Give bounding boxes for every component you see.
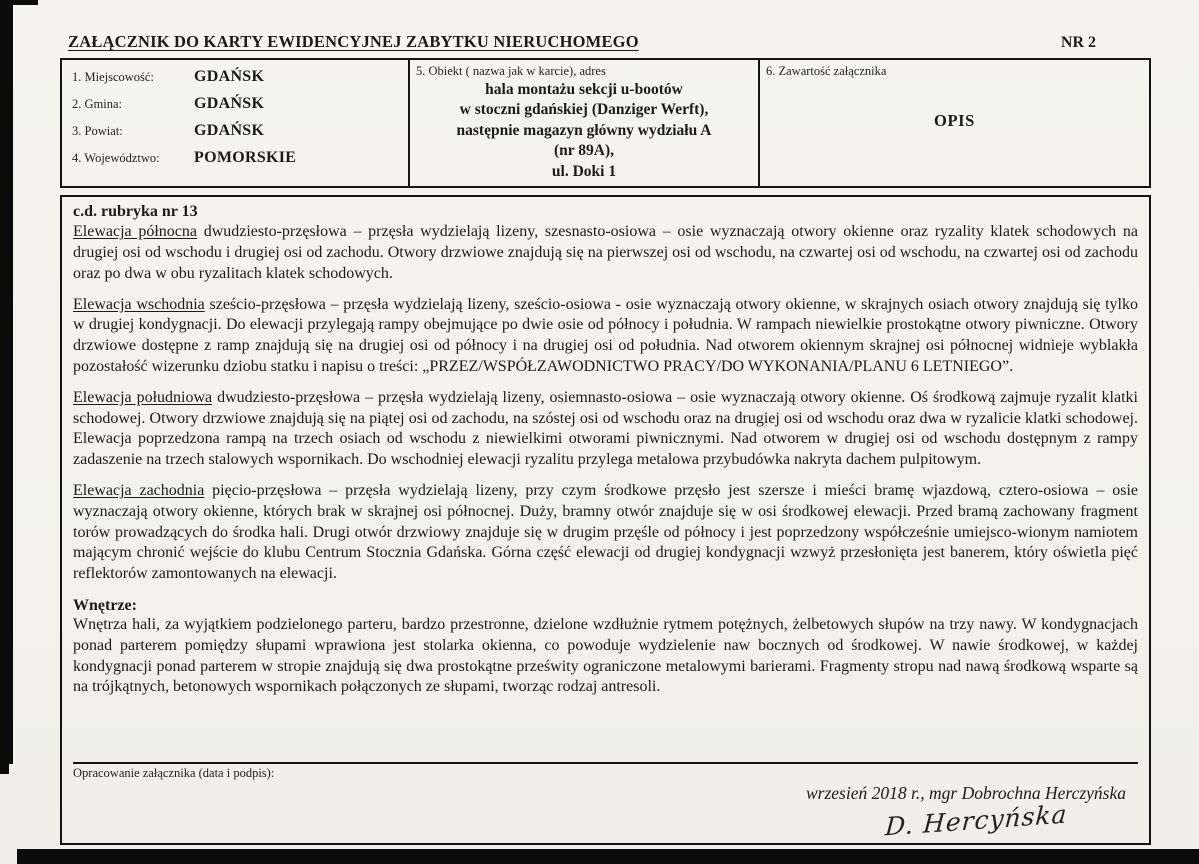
- paragraph-text-east: sześcio-przęsłowa – przęsła wydzielają lizeny, sześcio-osiowa - osie wyznaczają otwory okienne, w skrajnych osiach otwory znajdują się tylko w drugiej kondygnacji. Do elewacji przylegają rampy obejmujące po dwie osie od północy i południa. W rampach niewielkie prostokątne otwory piwniczne. Otwory drzwiowe dostępne z ramp znajdują się na drugiej osi od północy i na drugiej osi od południa. Nad otworem okiennym skrajnej osi północnej widnieje wyblakła pozostałość wizerunku dziobu statku i napisu o treści: „PRZEZ/WSPÓŁZAWODNICTWO PRACY/DO WYKONANIA/PLANU 6 LETNIEGO”.: [73, 295, 1138, 376]
- paragraph-elewacja-zachodnia: [73, 481, 1138, 585]
- paragraph-elewacja-wschodnia: [73, 295, 1138, 378]
- date-and-author: wrzesień 2018 r., mgr Dobrochna Herczyńska: [806, 783, 1126, 804]
- field-label-wojewodztwo: 4. Województwo:: [72, 151, 160, 165]
- document-header: [60, 32, 1151, 58]
- object-name-line-4: (nr 89A),: [554, 142, 614, 160]
- paragraph-interior: Wnętrza hali, za wyjątkiem podzielonego parteru, bardzo przestronne, dzielone wzdłużnie rytmem potężnych, żelbetowych słupów na trzy nawy. W kondygnacjach ponad parterem pomiędzy słupami wprawiona jest stolarka okienna, co powoduje wydzielenie naw bocznych od środkowej. W nawie środkowej, w każdej kondygnacji ponad parterem w stropie znajdują się dwa prostokątne prześwity ograniczone metalowymi barierami. Fragmenty stropu nad nawą środkową wsparte są na trójkątnych, betonowych wspornikach połączonych ze słupami, tworząc rodzaj antresoli.: [73, 616, 1138, 696]
- paragraph-text-north: dwudziesto-przęsłowa – przęsła wydzielają lizeny, szesnasto-osiowa – osie wyznaczają otwory okienne oraz ryzality klatek schodowych na drugiej osi od wschodu i drugiej osi od zachodu. Otwory drzwiowe znajdują się na pierwszej osi od wschodu, na czwartej osi od wschodu, na czwartej osi od zachodu oraz po dwa w obu ryzalitach klatek schodowych.: [73, 223, 1138, 282]
- field-wojewodztwo: [72, 149, 400, 167]
- field-value-wojewodztwo: POMORSKIE: [194, 149, 297, 166]
- field-gmina: [72, 95, 400, 113]
- paragraph-lead-east: Elewacja wschodnia: [73, 295, 205, 313]
- scan-artifact-bottom-edge: [17, 849, 1199, 864]
- field-value-gmina: GDAŃSK: [194, 95, 265, 112]
- attachment-content-label: 6. Zawartość załącznika: [766, 64, 887, 78]
- scan-artifact-left-tip: [0, 760, 9, 774]
- field-value-powiat: GDAŃSK: [194, 122, 265, 139]
- description-box: [60, 195, 1151, 845]
- paragraph-text-west: pięcio-przęsłowa – przęsła wydzielają lizeny, przy czym środkowe przęsło jest szersze i mieści bramę wjazdową, cztero-osiowa – osie wyznaczają otwory okienne, których brak w skrajnej osi północnej. Duży, bramny otwór znajduje się w osi środkowej elewacji. Przed bramą zachowany fragment torów prowadzących do środka hali. Drugi otwór drzwiowy znajduje się w drugim przęśle od północy i jest poprzedzony współcześnie umiejsco-wionym namiotem mającym chronić wejście do klubu Centrum Stocznia Gdańska. Górna część elewacji od drugiej kondygnacji wzwyż przesłonięta jest banerem, który oświetla pięć reflektorów zamontowanych na elewacji.: [73, 482, 1138, 583]
- rubric-heading: c.d. rubryka nr 13: [73, 203, 198, 221]
- footer-section: [73, 762, 1138, 841]
- field-label-miejscowosc: 1. Miejscowość:: [72, 70, 154, 84]
- scan-artifact-top-corner: [0, 0, 38, 5]
- field-label-gmina: 2. Gmina:: [72, 97, 122, 111]
- paragraph-lead-north: Elewacja północna: [73, 223, 197, 241]
- attachment-content-value: OPIS: [934, 111, 975, 130]
- field-miejscowosc: [72, 68, 400, 86]
- object-name-line-3: następnie magazyn główny wydziału A: [456, 121, 712, 139]
- scan-artifact-left-edge: [0, 0, 13, 764]
- paragraph-lead-west: Elewacja zachodnia: [73, 482, 205, 500]
- object-cell-label: 5. Obiekt ( nazwa jak w karcie), adres: [416, 64, 606, 78]
- field-label-powiat: 3. Powiat:: [72, 124, 123, 138]
- interior-heading: Wnętrze:: [73, 597, 137, 615]
- object-cell: [410, 60, 760, 186]
- signature-block: [73, 783, 1138, 841]
- page-title: ZAŁĄCZNIK DO KARTY EWIDENCYJNEJ ZABYTKU NIERUCHOMEGO: [68, 32, 639, 51]
- paragraph-elewacja-polnocna: [73, 222, 1138, 284]
- footer-label: Opracowanie załącznika (data i podpis):: [73, 766, 275, 781]
- field-powiat: [72, 122, 400, 140]
- paragraph-text-south: dwudziesto-przęsłowa – przęsła wydzielają lizeny, osiemnasto-osiowa – osie wyznaczają otwory okienne. Oś środkową zajmuje ryzalit klatki schodowej. Otwory drzwiowe znajdują się na piątej osi od zachodu, na szóstej osi od wschodu oraz na drugiej osi od wschodu oraz dwa w ryzalicie klatki schodowej. Elewacja poprzedzona rampą na trzech osiach od wschodu z niewielkimi otworami piwnicznymi. Nad otworem w drugiej osi od wschodu dostępnym z rampy zadaszenie na trzech stalowych wspornikach. Do wschodniej elewacji ryzalitu przylega metalowa przybudówka nakryta dachem pulpitowym.: [73, 388, 1138, 469]
- paragraph-elewacja-poludniowa: [73, 388, 1138, 471]
- attachment-number: NR 2: [1060, 34, 1096, 51]
- object-address: ul. Doki 1: [551, 162, 617, 180]
- document-content: [60, 32, 1151, 845]
- location-cell: [62, 60, 410, 186]
- paragraph-lead-south: Elewacja południowa: [73, 388, 213, 406]
- field-value-miejscowosc: GDAŃSK: [194, 68, 265, 85]
- attachment-content-cell: [760, 60, 1149, 186]
- object-name: [416, 80, 752, 182]
- object-name-line-1: hala montażu sekcji u-bootów: [485, 81, 683, 98]
- header-table: [60, 58, 1151, 188]
- object-name-line-2: w stoczni gdańskiej (Danziger Werft),: [459, 101, 709, 119]
- handwritten-signature: D. Hercyńska: [884, 799, 1069, 842]
